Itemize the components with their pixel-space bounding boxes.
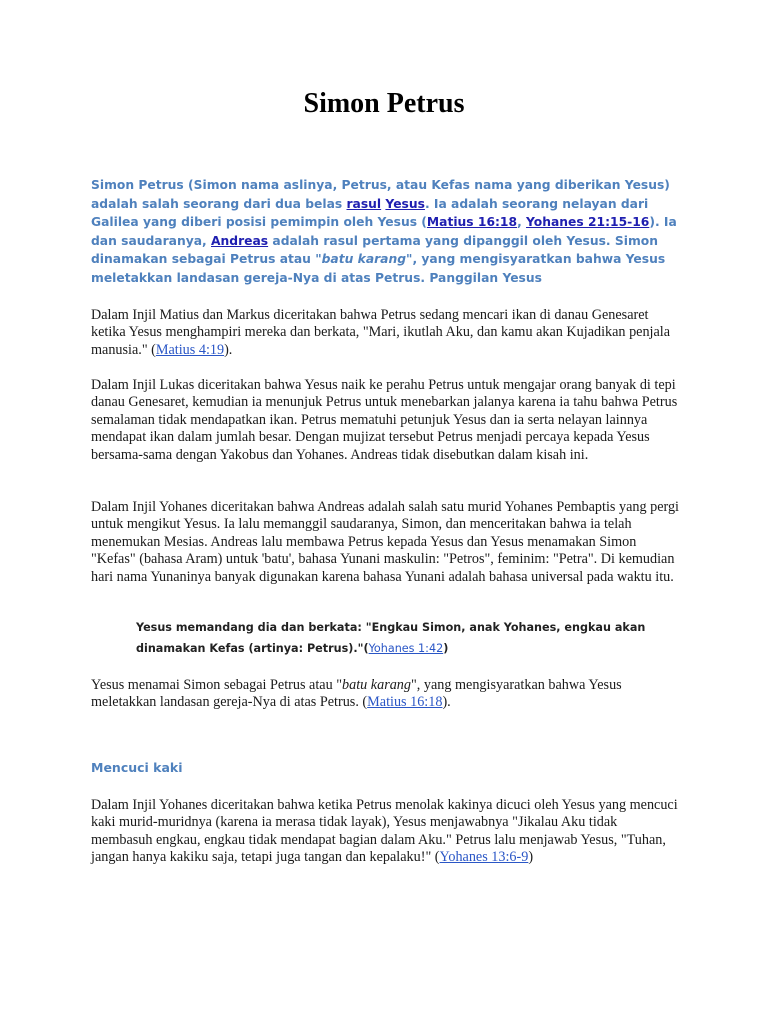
p4-batu-karang: batu karang	[342, 677, 411, 693]
link-matius-16-18-b[interactable]: Matius 16:18	[367, 694, 443, 711]
p3-text: Dalam Injil Yohanes diceritakan bahwa Andreas adalah salah satu murid Yohanes Pembaptis yang pergi untuk mengikut Yesus. Ia lalu memanggil saudaranya, Simon, dan menceritakan bahwa ia telah menemukan Mesias. Andreas lalu membawa Petrus kepada Yesus dan Yesus menamakan Simon "Kefas" (bahasa Aram) untuk 'batu', bahasa Yunani maskulin: "Petros", feminim: "Petra". Di kemudian hari nama Yunaninya banyak digunakan karena bahasa Yunani adalah bahasa universal pada waktu itu.	[91, 499, 679, 585]
p5-text: Dalam Injil Yohanes diceritakan bahwa ketika Petrus menolak kakinya dicuci oleh Yesus yang mencuci kaki murid-muridnya (karena ia merasa tidak layak), Yesus menjawabnya "Jikalau Aku tidak membasuh engkau, engkau tidak mendapat bagian dalam Aku." Petrus lalu menjawab Yesus, "Tuhan, jangan hanya kakiku saja, tetapi juga tangan dan kepalaku!" (	[91, 797, 678, 866]
quote-end: )	[443, 642, 449, 655]
intro-text-5: ). Ia dan saudaranya,	[91, 215, 677, 248]
intro-text-4: ,	[517, 215, 527, 230]
quote-text: Yesus memandang dia dan berkata: "Engkau Simon, anak Yohanes, engkau akan dinamakan Kefas (artinya: Petrus)."(	[136, 621, 646, 655]
p4-end: ).	[442, 694, 451, 711]
link-matius-16-18[interactable]: Matius 16:18	[426, 215, 518, 230]
p5-end: )	[528, 849, 534, 866]
intro-text-6: adalah rasul pertama yang dipanggil oleh Yesus. Simon dinamakan sebagai Petrus atau "	[91, 233, 658, 267]
quote-block	[136, 617, 676, 659]
p4-text: Yesus menamai Simon sebagai Petrus atau "	[91, 677, 343, 693]
intro-text-1: Simon Petrus (Simon nama aslinya, Petrus, atau Kefas nama yang diberikan Yesus) adalah salah seorang dari dua belas	[91, 178, 670, 211]
intro-text-7: ", yang mengisyaratkan bahwa Yesus meletakkan landasan gereja-Nya di atas Petrus. Panggilan Yesus	[91, 252, 666, 285]
link-rasul[interactable]: rasul	[346, 196, 382, 211]
link-yohanes-21-15[interactable]: Yohanes 21:15-16	[526, 215, 650, 230]
paragraph-matius	[91, 307, 681, 359]
link-matius-4-19[interactable]: Matius 4:19	[155, 341, 225, 358]
intro-paragraph	[91, 176, 681, 288]
p1-text: Dalam Injil Matius dan Markus diceritakan bahwa Petrus sedang mencari ikan di danau Genesaret ketika Yesus menghampiri mereka dan berkata, "Mari, ikutlah Aku, dan kamu akan Kujadikan penjala manusia." (	[91, 307, 671, 358]
p1-end: ).	[224, 341, 233, 358]
link-yohanes-1-42[interactable]: Yohanes 1:42	[368, 642, 444, 655]
p4-text-2: ", yang mengisyaratkan bahwa Yesus meletakkan landasan gereja-Nya di atas Petrus. (	[91, 677, 622, 711]
link-yesus[interactable]: Yesus	[385, 196, 425, 211]
link-yohanes-13-6[interactable]: Yohanes 13:6-9	[439, 849, 529, 866]
paragraph-lukas	[91, 377, 681, 464]
section-heading-mencuci-kaki: Mencuci kaki	[91, 760, 183, 775]
page-title: Simon Petrus	[303, 88, 465, 119]
paragraph-mencuci-kaki	[91, 797, 681, 867]
intro-text-3: . Ia adalah seorang nelayan dari Galilea yang diberi posisi pemimpin oleh Yesus (	[91, 196, 649, 230]
p2-text: Dalam Injil Lukas diceritakan bahwa Yesus naik ke perahu Petrus untuk mengajar orang banyak di tepi danau Genesaret, kemudian ia menunjuk Petrus untuk menebarkan jalanya karena ia tahu bahwa Petrus semalaman tidak mendapatkan ikan. Petrus mematuhi petunjuk Yesus dan ia serta nelayan lainnya mendapat ikan dalam jumlah besar. Dengan mujizat tersebut Petrus menjadi percaya kepada Yesus bersama-sama dengan Yakobus dan Yohanes. Andreas tidak disebutkan dalam kisah ini.	[91, 377, 678, 463]
paragraph-yohanes	[91, 499, 681, 586]
intro-batu-karang: batu karang	[321, 252, 407, 267]
paragraph-batu-karang	[91, 677, 681, 712]
link-andreas[interactable]: Andreas	[211, 233, 269, 248]
